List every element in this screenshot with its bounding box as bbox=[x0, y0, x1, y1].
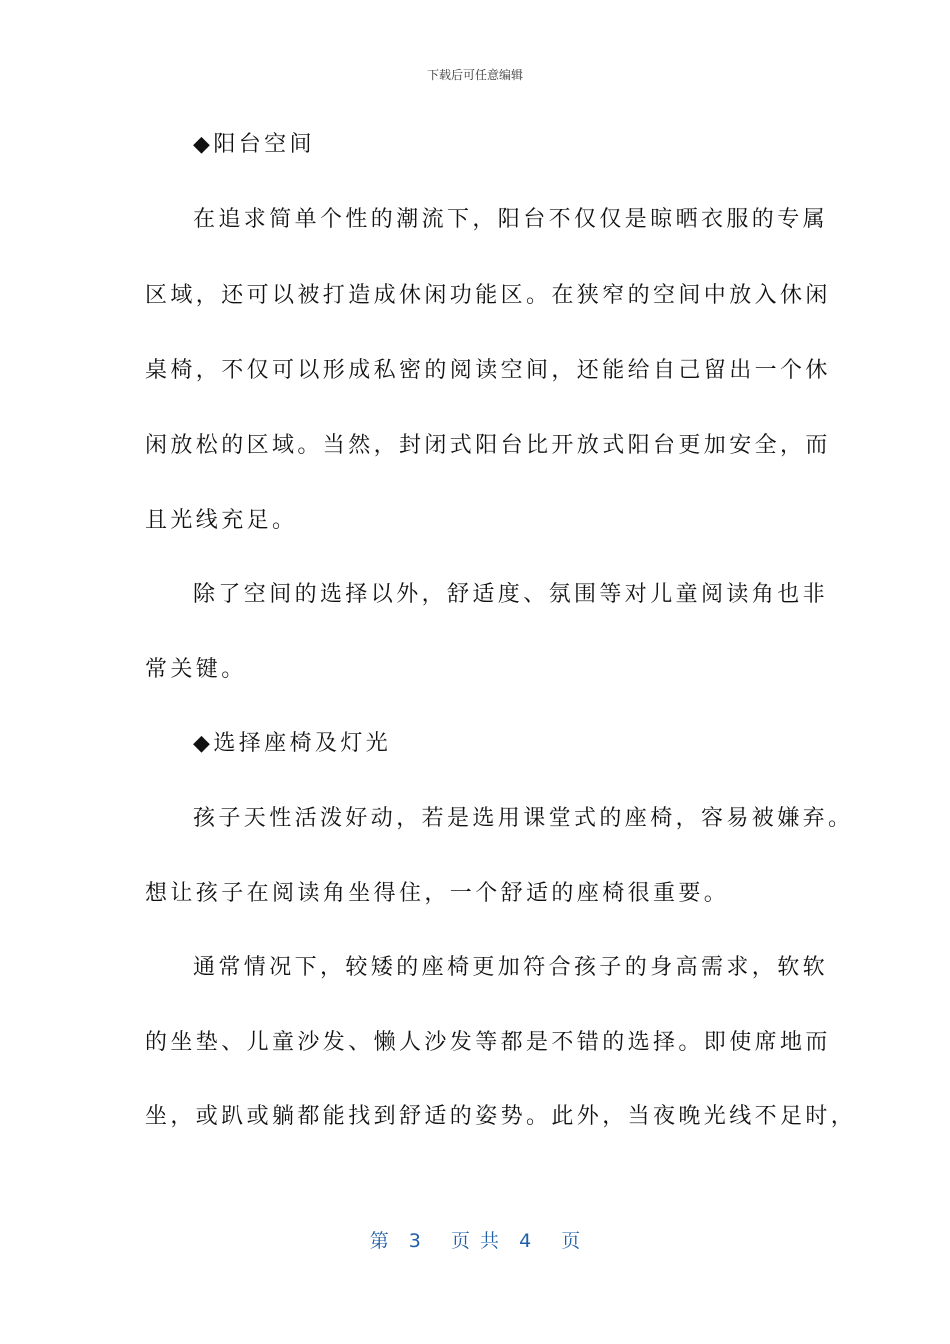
paragraph-line: 桌椅，不仅可以形成私密的阅读空间，还能给自己留出一个休 bbox=[145, 358, 831, 383]
section-heading-balcony: ◆阳台空间 bbox=[193, 132, 315, 157]
paragraph-line: 的坐垫、儿童沙发、懒人沙发等都是不错的选择。即使席地而 bbox=[145, 1030, 831, 1055]
paragraph-line: 区域，还可以被打造成休闲功能区。在狭窄的空间中放入休闲 bbox=[145, 283, 831, 308]
section-heading-seating-lighting: ◆选择座椅及灯光 bbox=[193, 731, 392, 756]
paragraph-line: 常关键。 bbox=[145, 657, 247, 682]
paragraph-line: 在追求简单个性的潮流下，阳台不仅仅是晾晒衣服的专属 bbox=[193, 207, 829, 232]
page-header: 下载后可任意编辑 bbox=[426, 68, 523, 82]
paragraph-line: 闲放松的区域。当然，封闭式阳台比开放式阳台更加安全，而 bbox=[145, 433, 831, 458]
paragraph-line: 孩子天性活泼好动，若是选用课堂式的座椅，容易被嫌弃。 bbox=[193, 806, 854, 831]
paragraph-line: 坐，或趴或躺都能找到舒适的姿势。此外，当夜晚光线不足时， bbox=[145, 1104, 857, 1129]
paragraph-line: 通常情况下，较矮的座椅更加符合孩子的身高需求，软软 bbox=[193, 955, 829, 980]
paragraph-line: 除了空间的选择以外，舒适度、氛围等对儿童阅读角也非 bbox=[193, 582, 829, 607]
paragraph-line: 且光线充足。 bbox=[145, 508, 298, 533]
paragraph-line: 想让孩子在阅读角坐得住，一个舒适的座椅很重要。 bbox=[145, 881, 730, 906]
page-number-footer: 第 3 页 共 4 页 bbox=[369, 1230, 581, 1252]
